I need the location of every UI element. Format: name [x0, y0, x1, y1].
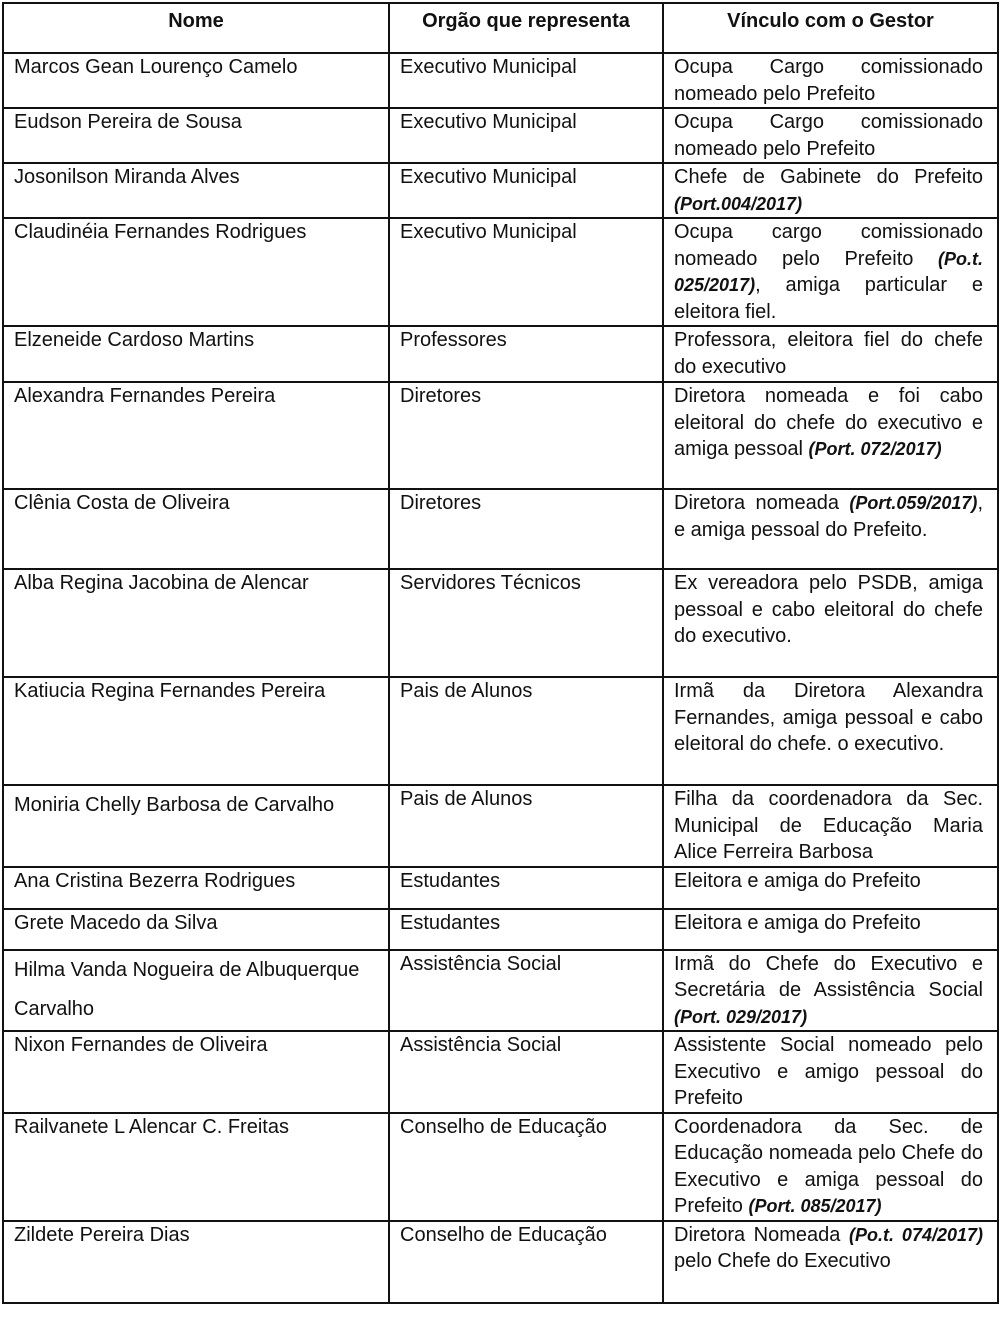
- vinculo-text: Ocupa Cargo comissionado nomeado pelo Prefeito: [674, 56, 983, 105]
- cell-nome: Josonilson Miranda Alves: [3, 163, 389, 218]
- cell-orgao: Conselho de Educação: [389, 1113, 663, 1221]
- cell-orgao: Estudantes: [389, 867, 663, 909]
- vinculo-text: Diretora nomeada: [674, 492, 850, 514]
- cell-orgao: Servidores Técnicos: [389, 569, 663, 677]
- vinculo-text: Ocupa Cargo comissionado nomeado pelo Prefeito: [674, 111, 983, 160]
- header-vinculo: Vínculo com o Gestor: [663, 3, 998, 53]
- vinculo-text: Diretora nomeada e foi cabo eleitoral do chefe do executivo e amiga pessoal: [674, 385, 983, 460]
- members-table: [2, 2, 999, 1304]
- table-row: [3, 677, 998, 785]
- table-row: [3, 785, 998, 867]
- table-row: [3, 382, 998, 489]
- cell-nome: Alba Regina Jacobina de Alencar: [3, 569, 389, 677]
- cell-orgao: Diretores: [389, 489, 663, 569]
- cell-vinculo: [663, 1113, 998, 1221]
- portaria-reference: (Port.004/2017): [674, 193, 803, 214]
- cell-vinculo: [663, 326, 998, 382]
- portaria-reference: (Port. 085/2017): [748, 1196, 882, 1216]
- table-row: [3, 909, 998, 950]
- document-page: [2, 2, 997, 1323]
- cell-orgao: Executivo Municipal: [389, 108, 663, 163]
- portaria-reference: (Po.t. 025/2017): [674, 248, 983, 295]
- cell-vinculo: [663, 1031, 998, 1113]
- cell-nome: Katiucia Regina Fernandes Pereira: [3, 677, 389, 785]
- vinculo-text: Chefe de Gabinete do Prefeito: [674, 166, 983, 188]
- vinculo-text-after: , e amiga pessoal do Prefeito.: [674, 492, 983, 541]
- vinculo-text: Irmã do Chefe do Executivo e Secretária de Assistência Social: [674, 952, 983, 1001]
- vinculo-text: Eleitora e amiga do Prefeito: [674, 869, 921, 892]
- vinculo-text: Irmã da Diretora Alexandra Fernandes, amiga pessoal e cabo eleitoral do chefe. o executivo.: [674, 680, 983, 755]
- portaria-reference: (Port. 029/2017): [674, 1006, 808, 1027]
- cell-nome: Elzeneide Cardoso Martins: [3, 326, 389, 382]
- cell-vinculo: [663, 1221, 998, 1303]
- cell-nome: Marcos Gean Lourenço Camelo: [3, 53, 389, 108]
- cell-orgao: Conselho de Educação: [389, 1221, 663, 1303]
- cell-vinculo: [663, 785, 998, 867]
- vinculo-text: Professora, eleitora fiel do chefe do executivo: [674, 329, 983, 378]
- table-row: [3, 163, 998, 218]
- portaria-reference: (Port. 072/2017): [808, 439, 942, 459]
- vinculo-text-after: pelo Chefe do Executivo: [674, 1250, 891, 1272]
- cell-orgao: Executivo Municipal: [389, 53, 663, 108]
- cell-nome: Railvanete L Alencar C. Freitas: [3, 1113, 389, 1221]
- portaria-reference: (Po.t. 074/2017): [848, 1224, 984, 1245]
- cell-nome: Alexandra Fernandes Pereira: [3, 382, 389, 489]
- cell-orgao: Pais de Alunos: [389, 785, 663, 867]
- table-row: [3, 950, 998, 1032]
- cell-orgao: Pais de Alunos: [389, 677, 663, 785]
- vinculo-text-after: , amiga particular e eleitora fiel.: [674, 274, 983, 323]
- portaria-reference: (Port.059/2017): [849, 493, 978, 513]
- vinculo-text: Diretora Nomeada: [674, 1223, 849, 1246]
- cell-vinculo: [663, 108, 998, 163]
- table-row: [3, 489, 998, 569]
- table-row: [3, 1113, 998, 1221]
- table-row: [3, 326, 998, 382]
- vinculo-text: Filha da coordenadora da Sec. Municipal de Educação Maria Alice Ferreira Barbosa: [674, 788, 983, 863]
- cell-orgao: Assistência Social: [389, 950, 663, 1032]
- table-row: [3, 53, 998, 108]
- cell-orgao: Professores: [389, 326, 663, 382]
- vinculo-text: Eleitora e amiga do Prefeito: [674, 911, 921, 934]
- table-header-row: [3, 3, 998, 53]
- cell-nome: Ana Cristina Bezerra Rodrigues: [3, 867, 389, 909]
- cell-vinculo: [663, 489, 998, 569]
- cell-vinculo: [663, 163, 998, 218]
- vinculo-text: Assistente Social nomeado pelo Executivo e amigo pessoal do Prefeito: [674, 1034, 983, 1109]
- cell-orgao: Diretores: [389, 382, 663, 489]
- cell-vinculo: [663, 909, 998, 950]
- header-nome: Nome: [3, 3, 389, 53]
- cell-orgao: Executivo Municipal: [389, 163, 663, 218]
- cell-vinculo: [663, 569, 998, 677]
- cell-nome: Hilma Vanda Nogueira de Albuquerque Carvalho: [3, 950, 389, 1032]
- vinculo-text: Ocupa cargo comissionado nomeado pelo Prefeito: [674, 221, 983, 270]
- cell-vinculo: [663, 867, 998, 909]
- cell-nome: Grete Macedo da Silva: [3, 909, 389, 950]
- cell-vinculo: [663, 218, 998, 326]
- cell-vinculo: [663, 382, 998, 489]
- cell-nome: Nixon Fernandes de Oliveira: [3, 1031, 389, 1113]
- cell-nome: Zildete Pereira Dias: [3, 1221, 389, 1303]
- cell-vinculo: [663, 53, 998, 108]
- table-row: [3, 108, 998, 163]
- table-row: [3, 569, 998, 677]
- cell-vinculo: [663, 677, 998, 785]
- vinculo-text: Ex vereadora pelo PSDB, amiga pessoal e cabo eleitoral do chefe do executivo.: [674, 572, 983, 647]
- cell-orgao: Executivo Municipal: [389, 218, 663, 326]
- cell-nome: Moniria Chelly Barbosa de Carvalho: [3, 785, 389, 867]
- table-row: [3, 218, 998, 326]
- table-row: [3, 1031, 998, 1113]
- header-orgao: Orgão que representa: [389, 3, 663, 53]
- cell-orgao: Assistência Social: [389, 1031, 663, 1113]
- cell-nome: Claudinéia Fernandes Rodrigues: [3, 218, 389, 326]
- cell-orgao: Estudantes: [389, 909, 663, 950]
- table-row: [3, 867, 998, 909]
- cell-nome: Clênia Costa de Oliveira: [3, 489, 389, 569]
- table-row: [3, 1221, 998, 1303]
- cell-nome: Eudson Pereira de Sousa: [3, 108, 389, 163]
- cell-vinculo: [663, 950, 998, 1032]
- vinculo-text: Coordenadora da Sec. de Educação nomeada pelo Chefe do Executivo e amiga pessoal do Prefeito: [674, 1115, 983, 1217]
